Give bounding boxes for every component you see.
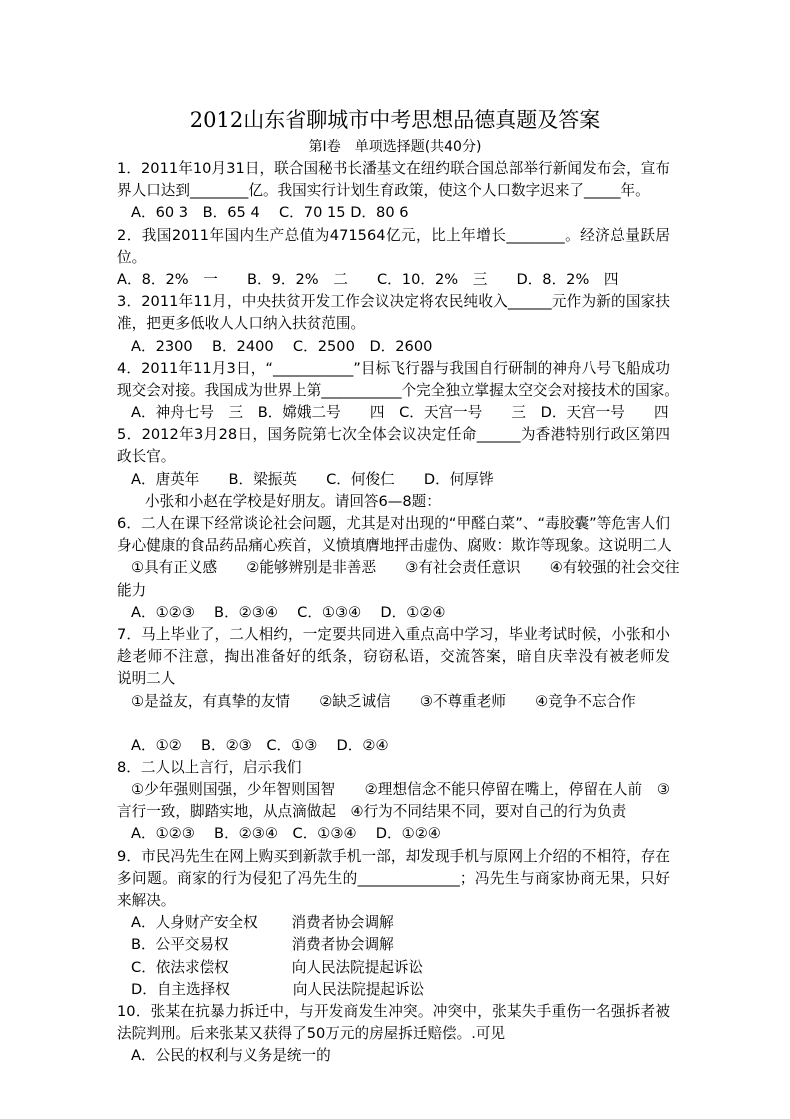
question-5-cont: 政长官。 xyxy=(117,448,176,466)
question-6: 6．二人在课下经常谈论社会问题，尤其是对出现的“甲醛白菜”、“毒胶囊”等危害人们 xyxy=(117,515,670,532)
question-1: 1．2011年10月31日，联合国秘书长潘基文在纽约联合国总部举行新闻发布会，宣布 xyxy=(117,160,670,177)
question-3: 3．2011年11月，中央扶贫开发工作会议决定将农民纯收入______元作为新的国家扶 xyxy=(117,293,670,311)
question-3-options: A．2300 B．2400 C．2500 D．2600 xyxy=(131,337,433,355)
question-9-option-b: B．公平交易权 消费者协会调解 xyxy=(131,936,394,954)
question-2-cont: 位。 xyxy=(117,248,147,266)
section-heading: 第Ⅰ卷 单项选择题(共40分) xyxy=(308,139,482,155)
question-4-options: A．神舟七号 三 B．嫦娥二号 四 C．天宫一号 三 D．天宫一号 四 xyxy=(131,404,669,422)
question-8: 8．二人以上言行，启示我们 xyxy=(117,758,302,776)
blank-line xyxy=(117,713,670,735)
group-intro: 小张和小赵在学校是好朋友。请回答6—8题： xyxy=(145,492,441,510)
question-6-statements-cont: 能力 xyxy=(117,581,147,599)
question-7-cont2: 说明二人 xyxy=(117,670,176,688)
question-8-options: A．①②③ B．②③④ C．①③④ D．①②④ xyxy=(131,825,441,843)
question-7-options: A．①② B．②③ C．①③ D．②④ xyxy=(131,736,389,754)
question-10-cont: 法院判刑。后来张某又获得了50万元的房屋拆迁赔偿。.可见 xyxy=(117,1025,506,1043)
question-9: 9．市民冯先生在网上购买到新款手机一部，却发现手机与原网上介绍的不相符，存在 xyxy=(117,847,670,865)
question-8-statements: ①少年强则国强，少年智则国智 ②理想信念不能只停留在嘴上，停留在人前 ③ xyxy=(131,781,670,799)
question-6-cont: 身心健康的食品药品痛心疾首，义愤填膺地抨击虚伪、腐败：欺诈等现象。这说明二人 xyxy=(117,537,672,555)
question-6-options: A．①②③ B．②③④ C．①③④ D．①②④ xyxy=(131,603,446,621)
question-5: 5．2012年3月28日，国务院第七次全体会议决定任命______为香港特别行政区第四 xyxy=(117,426,670,444)
question-9-option-a: A．人身财产安全权 消费者协会调解 xyxy=(131,914,394,932)
question-1-options: A．60 3 B．65 4 C．70 15 D．80 6 xyxy=(131,204,409,222)
question-4-cont: 现交会对接。我国成为世界上第___________个完全独立掌握太空交会对接技术的国家。 xyxy=(117,381,679,399)
question-7-statements: ①是益友，有真挚的友情 ②缺乏诚信 ③不尊重老师 ④竞争不忘合作 xyxy=(131,692,636,710)
question-10: 10．张某在抗暴力拆迁中，与开发商发生冲突。冲突中，张某失手重伤一名强拆者被 xyxy=(117,1002,670,1020)
question-8-statements-cont: 言行一致，脚踏实地，从点滴做起 ④行为不同结果不同，要对自己的行为负责 xyxy=(117,803,627,821)
question-6-statements: ①具有正义感 ②能够辨别是非善恶 ③有社会责任意识 ④有较强的社会交往 xyxy=(131,559,680,577)
question-body xyxy=(117,158,680,1068)
question-9-cont2: 来解决。 xyxy=(117,892,176,909)
question-7-cont: 趁老师不注意，掏出准备好的纸条，窃窃私语，交流答案，暗自庆幸没有被老师发 xyxy=(117,648,670,666)
question-9-cont: 多问题。商家的行为侵犯了冯先生的______________；冯先生与商家协商无果，只好 xyxy=(117,869,670,887)
question-4: 4．2011年11月3日，“___________”目标飞行器与我国自行研制的神舟八号飞船成功 xyxy=(117,359,670,377)
question-9-option-d: D．自主选择权 向人民法院提起诉讼 xyxy=(131,980,425,998)
document-title: 2012山东省聊城市中考思想品德真题及答案 xyxy=(189,108,601,132)
question-10-option-a: A．公民的权利与义务是统一的 xyxy=(131,1047,331,1065)
question-5-options: A．唐英年 B．梁振英 C．何俊仁 D．何厚铧 xyxy=(131,470,494,488)
question-9-option-c: C．依法求偿权 向人民法院提起诉讼 xyxy=(131,958,424,976)
question-2: 2．我国2011年国内生产总值为471564亿元，比上年增长________。经济总量跃居 xyxy=(117,226,670,244)
question-2-options: A．8．2% 一 B．9．2% 二 C．10．2% 三 D．8．2% 四 xyxy=(117,270,619,288)
question-3-cont: 准，把更多低收人人口纳入扶贫范围。 xyxy=(117,315,366,333)
question-1-cont: 界人口达到________亿。我国实行计划生育政策，使这个人口数字迟来了_____年。 xyxy=(117,182,650,200)
question-7: 7．马上毕业了，二人相约，一定要共同进入重点高中学习，毕业考试时候，小张和小 xyxy=(117,625,670,643)
